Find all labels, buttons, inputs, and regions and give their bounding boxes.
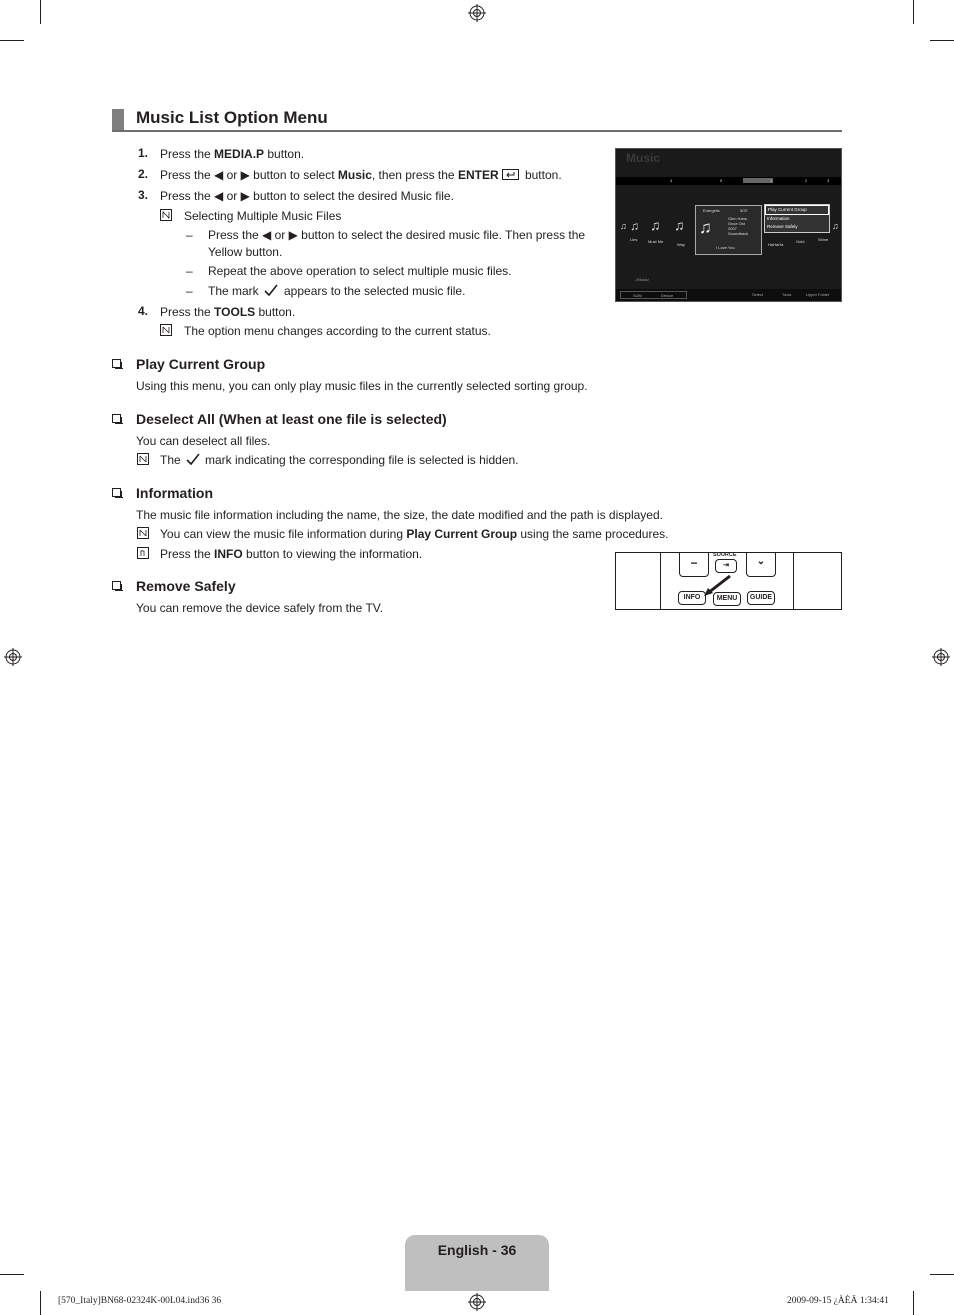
note-icon [160, 324, 172, 336]
note-icon [137, 527, 149, 539]
dash-item-text: Press the ◀ or ▶ button to select the desired music file. Then press the [208, 228, 586, 242]
step-number: 3. [138, 188, 149, 202]
music-note-icon: ♫ [674, 217, 685, 233]
dash-item-text: The mark [208, 284, 259, 298]
note-text: You can view the music file information during Play Current Group using the same procedures. [160, 527, 669, 541]
checkmark-icon [186, 453, 200, 466]
tv-screenshot [615, 148, 842, 302]
remote-hint-icon [137, 547, 149, 559]
step-text: Press the ◀ or ▶ button to select the desired Music file. [160, 189, 454, 203]
music-note-icon: ♫ [832, 221, 839, 231]
checkbox-bullet-icon [112, 488, 121, 497]
music-note-icon: ♫ [699, 218, 712, 237]
crop-mark [913, 1291, 914, 1315]
subheading: Information [136, 485, 213, 501]
remote-channel-down-button: ⌄ [746, 552, 776, 577]
subheading: Play Current Group [136, 356, 266, 372]
music-note-icon: ♫ [620, 221, 627, 231]
pointer-arrow-icon [702, 575, 732, 597]
tv-info: Once Ost [728, 221, 745, 226]
crop-mark [913, 0, 914, 24]
crop-mark [930, 40, 954, 41]
tv-menu-item: Play Current Group [765, 205, 829, 215]
tv-track: Gold [796, 239, 805, 244]
footer-date: 2009-09-15 ¿ÀÈÄ 1:34:41 [787, 1296, 889, 1306]
tv-option-menu [764, 204, 830, 233]
remote-info-button: INFO [678, 591, 706, 605]
tv-path: ../Music/ [634, 277, 649, 282]
step-number: 4. [138, 304, 149, 318]
tv-info: 2007 [728, 226, 737, 231]
tv-menu-item: Information [767, 216, 790, 221]
step-text: Press the MEDIA.P button. [160, 147, 305, 161]
crop-mark [0, 1274, 24, 1275]
tv-bottom-label: Select [752, 292, 764, 297]
body-text: Using this menu, you can only play music files in the currently selected sorting group. [136, 379, 588, 393]
crop-mark [40, 0, 41, 24]
tv-info: Glen Hans [728, 216, 747, 221]
remote-menu-button: MENU [713, 592, 741, 606]
footer-file-info: [570_Italy]BN68-02324K-00L04.ind36 36 [58, 1296, 222, 1306]
note-icon [137, 453, 149, 465]
enter-icon [502, 169, 519, 180]
tv-scale-label: 4 [670, 178, 673, 183]
tv-sort-bar [616, 177, 842, 185]
tv-track: HaHaHa [768, 242, 784, 247]
dash-mark: – [186, 264, 193, 278]
dash-mark: – [186, 228, 193, 242]
note-text: The [160, 453, 181, 467]
tv-info: Soundtrack [728, 231, 749, 236]
note-text: The option menu changes according to the current status. [184, 324, 491, 338]
tv-scale-label: 1 [770, 178, 773, 183]
crop-mark [930, 1274, 954, 1275]
dash-mark: – [186, 284, 193, 298]
tv-track: Must Me [648, 239, 664, 244]
tv-track: Lies [630, 237, 638, 242]
music-note-icon: ♫ [650, 217, 661, 233]
tv-track: Way [677, 242, 685, 247]
body-text: You can remove the device safely from the TV. [136, 601, 384, 615]
checkbox-bullet-icon [112, 414, 121, 423]
tv-bottom-label: Tools [782, 292, 792, 297]
remote-volume-down-button: − [679, 552, 709, 577]
music-note-icon: ♫ [630, 219, 639, 233]
crop-mark [0, 40, 24, 41]
dash-item-text: appears to the selected music file. [284, 284, 466, 298]
section-title: Music List Option Menu [136, 108, 328, 127]
tv-bottom-label: Upper Folder [806, 292, 830, 297]
step-text: Press the ◀ or ▶ button to select Music, then press the ENTER button. [160, 168, 562, 182]
tv-scale-label: 3 [827, 178, 830, 183]
registration-mark-icon [4, 648, 22, 666]
crop-mark [40, 1291, 41, 1315]
checkbox-bullet-icon [112, 581, 121, 590]
dash-item-text: Repeat the above operation to select multiple music files. [208, 264, 512, 278]
body-text: You can deselect all files. [136, 434, 271, 448]
step-number: 2. [138, 167, 149, 181]
remote-source-label: SOURCE [713, 552, 737, 558]
body-text: The music file information including the name, the size, the date modified and the path is displayed. [136, 508, 663, 522]
dash-item-text: Yellow button. [208, 245, 283, 259]
section-bar [112, 109, 124, 131]
remote-guide-button: GUIDE [747, 591, 775, 605]
tv-track: I Love You [716, 245, 735, 250]
tv-title: Music [626, 151, 661, 165]
note-text: Selecting Multiple Music Files [184, 209, 342, 223]
page-number: English - 36 [437, 1242, 517, 1258]
registration-mark-icon [468, 1293, 486, 1311]
tv-device-box [620, 291, 687, 299]
tv-scale-label: 5 [720, 178, 723, 183]
registration-mark-icon [932, 648, 950, 666]
subheading: Deselect All (When at least one file is selected) [136, 411, 447, 427]
tv-bottom-label: SUM [633, 293, 642, 298]
note-icon [160, 209, 172, 221]
section-rule [112, 130, 842, 132]
tv-bottom-label: Device [661, 293, 674, 298]
tv-info: 3/37 [740, 208, 748, 213]
step-text: Press the TOOLS button. [160, 305, 296, 319]
step-number: 1. [138, 146, 149, 160]
tv-track: Shine [818, 237, 829, 242]
subheading: Remove Safely [136, 578, 236, 594]
checkmark-icon [264, 284, 278, 297]
registration-mark-icon [468, 4, 486, 22]
remote-illustration [615, 552, 842, 610]
note-text: mark indicating the corresponding file is selected is hidden. [205, 453, 519, 467]
note-text: Press the INFO button to viewing the information. [160, 547, 423, 561]
tv-menu-item: Remove Safely [767, 224, 798, 229]
checkbox-bullet-icon [112, 359, 121, 368]
tv-info: Energetic [703, 208, 720, 213]
tv-scale-label: 2 [805, 178, 808, 183]
remote-source-button: ⇥ [715, 559, 737, 573]
